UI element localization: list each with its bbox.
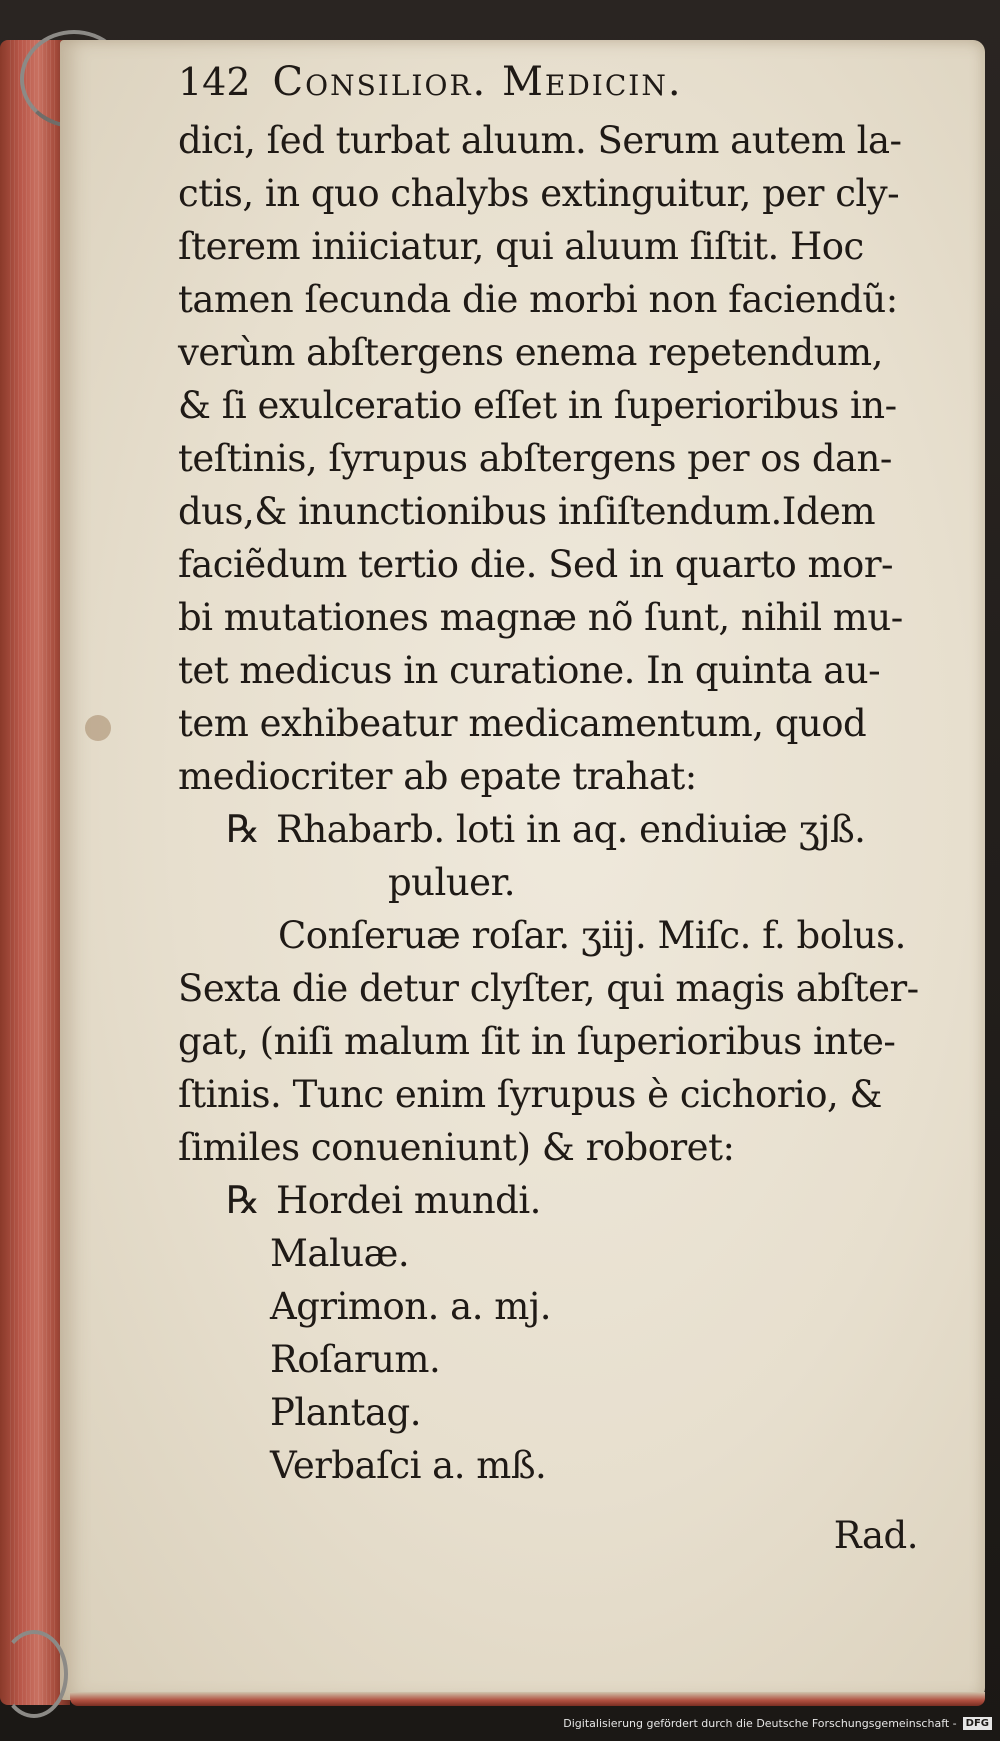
book-clip-bottom <box>0 1630 68 1718</box>
text-line: gat, (niſi malum ſit in ſuperioribus inte- <box>178 1020 896 1063</box>
text-line: ctis, in quo chalybs extinguitur, per cly- <box>178 172 900 215</box>
recipe-line <box>178 803 948 856</box>
text-line: ſimiles conueniunt) & roboret: <box>178 1126 735 1169</box>
text-line: ſterem iniiciatur, qui aluum ſiſtit. Hoc <box>178 225 864 268</box>
digitization-credit <box>563 1717 992 1730</box>
text-line: bi mutationes magnæ nõ ſunt, nihil mu- <box>178 596 903 639</box>
text-line: dus,& inunctionibus inſiſtendum.Idem <box>178 490 876 533</box>
running-header <box>178 50 948 114</box>
recipe-line <box>178 1174 948 1227</box>
text-line: dici, ſed turbat aluum. Serum autem la- <box>178 119 902 162</box>
text-line: faciẽdum tertio die. Sed in quarto mor- <box>178 543 894 586</box>
catchword: Rad. <box>833 1514 918 1557</box>
recipe-text: Rhabarb. loti in aq. endiuiæ ʒjß. <box>276 808 866 851</box>
text-line: Sexta die detur clyſter, qui magis abſter- <box>178 967 919 1010</box>
credit-text: Digitalisierung gefördert durch die Deutsche Forschungsgemeinschaft - <box>563 1717 957 1730</box>
text-line: teſtinis, ſyrupus abſtergens per os dan- <box>178 437 892 480</box>
recipe-continuation: puluer. <box>388 861 515 904</box>
ingredient-item: Maluæ. <box>270 1232 410 1275</box>
dfg-logo: DFG <box>963 1717 992 1730</box>
text-line: tem exhibeatur medicamentum, quod <box>178 702 867 745</box>
text-line: Conſeruæ roſar. ʒiij. Miſc. f. bolus. <box>278 914 906 957</box>
text-line: verùm abſtergens enema repetendum, <box>178 331 883 374</box>
text-line: & ſi exulceratio eſſet in ſuperioribus in- <box>178 384 897 427</box>
page-stain <box>85 715 111 741</box>
text-line: tet medicus in curatione. In quinta au- <box>178 649 881 692</box>
page-text <box>178 50 948 1566</box>
text-line: mediocriter ab epate trahat: <box>178 755 697 798</box>
page-number: 142 <box>178 60 251 104</box>
ingredient-item: Agrimon. a. mj. <box>270 1285 552 1328</box>
ingredient-item: Verbaſci a. mß. <box>270 1444 547 1487</box>
recipe-symbol-icon: ℞ <box>226 807 260 851</box>
book-bottom-edge <box>70 1692 985 1706</box>
ingredient-item: Roſarum. <box>270 1338 441 1381</box>
text-line: ſtinis. Tunc enim ſyrupus è cichorio, & <box>178 1073 882 1116</box>
recipe-symbol-icon: ℞ <box>226 1178 260 1222</box>
ingredient-item: Plantag. <box>270 1391 421 1434</box>
recipe-text: Hordei mundi. <box>276 1179 541 1222</box>
text-line: tamen ſecunda die morbi non faciendũ: <box>178 278 898 321</box>
running-title: Consilior. Medicin. <box>272 59 683 105</box>
